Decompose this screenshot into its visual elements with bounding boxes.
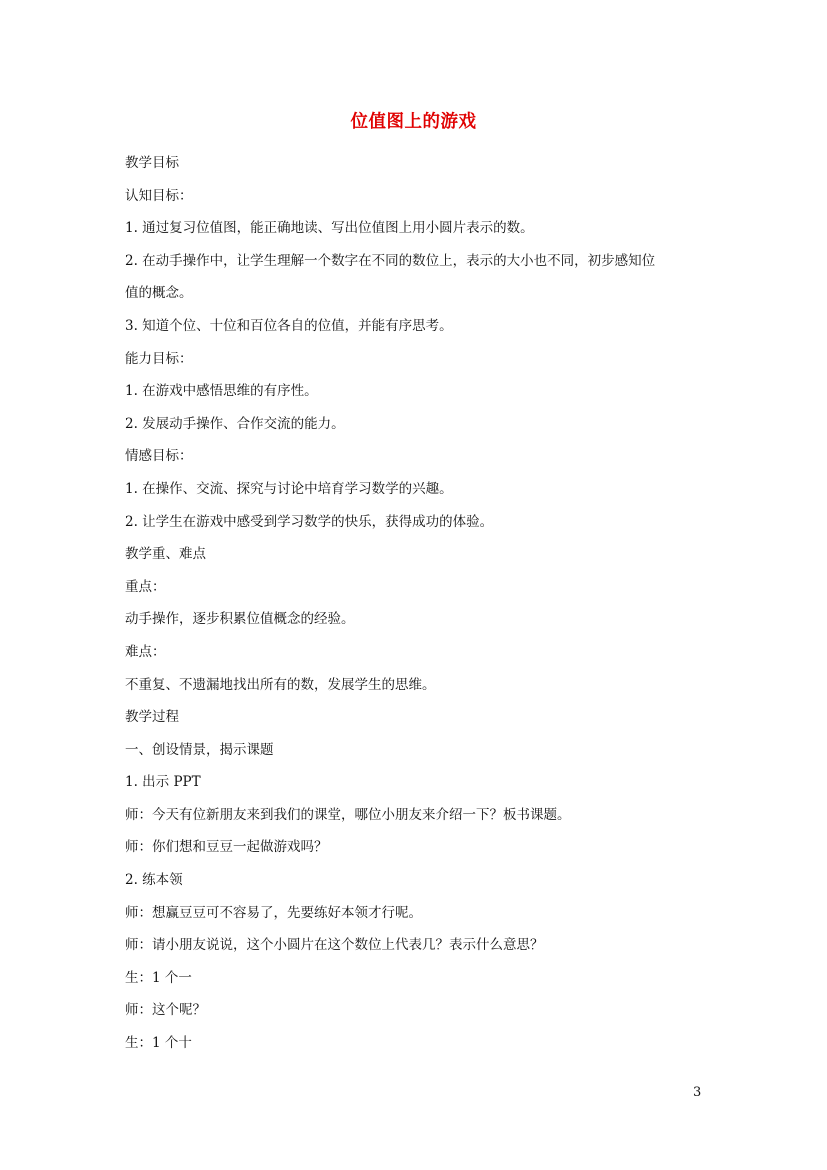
dialogue-line: 生：1 个十 bbox=[125, 1035, 192, 1052]
paragraph-line: 2. 让学生在游戏中感受到学习数学的快乐，获得成功的体验。 bbox=[125, 513, 494, 530]
section-heading-teaching-process: 教学过程 bbox=[125, 709, 179, 726]
paragraph-line: 1. 在游戏中感悟思维的有序性。 bbox=[125, 383, 318, 400]
section-heading-key-points: 教学重、难点 bbox=[125, 546, 206, 563]
page-number: 3 bbox=[693, 1085, 702, 1100]
subheading-emotional-objectives: 情感目标： bbox=[125, 448, 193, 465]
subheading-difficulty: 难点： bbox=[125, 643, 166, 660]
dialogue-line: 生：1 个一 bbox=[125, 969, 192, 986]
subheading-key-point: 重点： bbox=[125, 578, 166, 595]
paragraph-line: 动手操作，逐步积累位值概念的经验。 bbox=[125, 611, 355, 628]
dialogue-line: 师：你们想和豆豆一起做游戏吗？ bbox=[125, 839, 328, 856]
dialogue-line: 师：这个呢？ bbox=[125, 1002, 206, 1019]
paragraph-line: 2. 在动手操作中，让学生理解一个数字在不同的数位上，表示的大小也不同，初步感知位 bbox=[125, 252, 656, 269]
paragraph-line: 1. 通过复习位值图，能正确地读、写出位值图上用小圆片表示的数。 bbox=[125, 220, 534, 237]
paragraph-line: 3. 知道个位、十位和百位各自的位值，并能有序思考。 bbox=[125, 317, 453, 334]
paragraph-line: 2. 练本领 bbox=[125, 872, 183, 889]
section-heading-teaching-objectives: 教学目标 bbox=[125, 155, 179, 171]
paragraph-line: 值的概念。 bbox=[125, 285, 193, 302]
document-title: 位值图上的游戏 bbox=[350, 112, 477, 132]
subheading-ability-objectives: 能力目标： bbox=[125, 350, 193, 367]
paragraph-line: 不重复、不遗漏地找出所有的数，发展学生的思维。 bbox=[125, 676, 436, 693]
document-body bbox=[125, 147, 710, 1060]
paragraph-line: 1. 在操作、交流、探究与讨论中培育学习数学的兴趣。 bbox=[125, 480, 453, 497]
paragraph-line: 1. 出示 PPT bbox=[125, 774, 201, 791]
dialogue-line: 师：今天有位新朋友来到我们的课堂，哪位小朋友来介绍一下？板书课题。 bbox=[125, 806, 571, 823]
dialogue-line: 师：请小朋友说说，这个小圆片在这个数位上代表几？表示什么意思？ bbox=[125, 937, 544, 954]
dialogue-line: 师：想赢豆豆可不容易了，先要练好本领才行呢。 bbox=[125, 904, 422, 921]
subheading-create-scenario: 一、创设情景，揭示课题 bbox=[125, 741, 274, 758]
subheading-cognitive-objectives: 认知目标： bbox=[125, 187, 193, 204]
paragraph-line: 2. 发展动手操作、合作交流的能力。 bbox=[125, 415, 345, 432]
